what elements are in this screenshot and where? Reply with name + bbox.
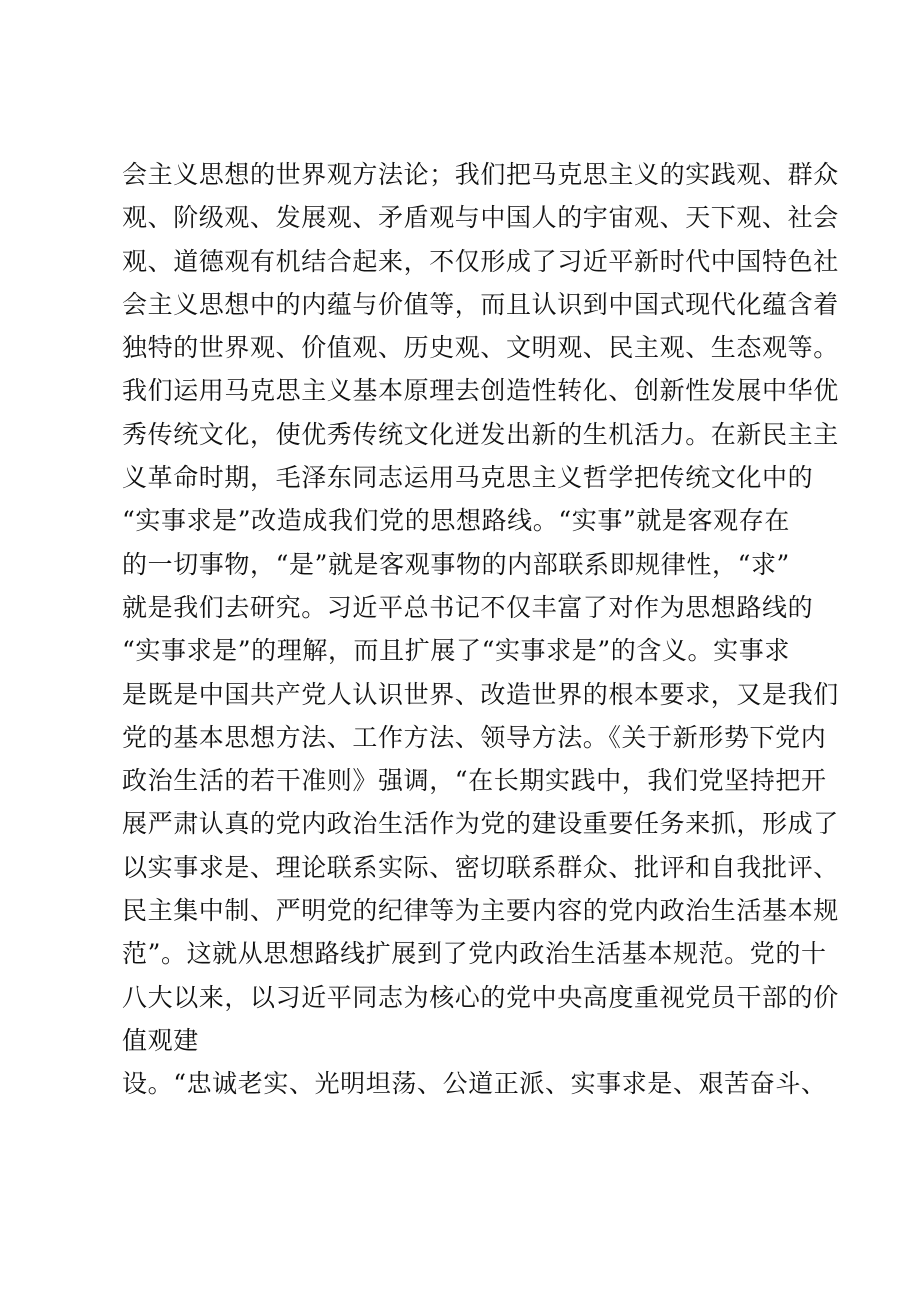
text-line: “实事求是”改造成我们党的思想路线。“实事”就是客观存在 — [122, 506, 790, 536]
text-line: 观、道德观有机结合起来，不仅形成了习近平新时代中国特色社 — [122, 246, 839, 276]
text-line: 设。“忠诚老实、光明坦荡、公道正派、实事求是、艰苦奋斗、 — [122, 1069, 827, 1099]
text-line: 政治生活的若干准则》强调，“在长期实践中，我们党坚持把开 — [122, 766, 827, 796]
body-text — [122, 153, 839, 1106]
text-line: 范”。这就从思想路线扩展到了党内政治生活基本规范。党的十 — [122, 939, 827, 969]
text-line: 值观建 — [122, 1025, 199, 1055]
text-line: 的一切事物，“是”就是客观事物的内部联系即规律性，“求” — [122, 549, 790, 579]
text-line: 就是我们去研究。习近平总书记不仅丰富了对作为思想路线的 — [122, 592, 814, 622]
text-line: 八大以来，以习近平同志为核心的党中央高度重视党员干部的价 — [122, 982, 839, 1012]
text-line: 秀传统文化，使优秀传统文化迸发出新的生机活力。在新民主主 — [122, 419, 839, 449]
text-line: 党的基本思想方法、工作方法、领导方法。《关于新形势下党内 — [122, 722, 827, 752]
text-line: 是既是中国共产党人认识世界、改造世界的根本要求，又是我们 — [122, 679, 839, 709]
text-line: 民主集中制、严明党的纪律等为主要内容的党内政治生活基本规 — [122, 896, 839, 926]
text-line: 我们运用马克思主义基本原理去创造性转化、创新性发展中华优 — [122, 376, 839, 406]
text-line: 独特的世界观、价值观、历史观、文明观、民主观、生态观等。 — [122, 333, 839, 363]
text-line: 会主义思想的世界观方法论；我们把马克思主义的实践观、群众 — [122, 160, 839, 189]
text-line: 会主义思想中的内蕴与价值等，而且认识到中国式现代化蕴含着 — [122, 289, 839, 319]
text-line: 义革命时期，毛泽东同志运用马克思主义哲学把传统文化中的 — [122, 463, 814, 493]
text-line: 展严肃认真的党内政治生活作为党的建设重要任务来抓，形成了 — [122, 809, 839, 839]
text-line: 观、阶级观、发展观、矛盾观与中国人的宇宙观、天下观、社会 — [122, 203, 839, 233]
text-line: “实事求是”的理解，而且扩展了“实事求是”的含义。实事求 — [122, 636, 790, 666]
text-line: 以实事求是、理论联系实际、密切联系群众、批评和自我批评、 — [122, 852, 839, 882]
